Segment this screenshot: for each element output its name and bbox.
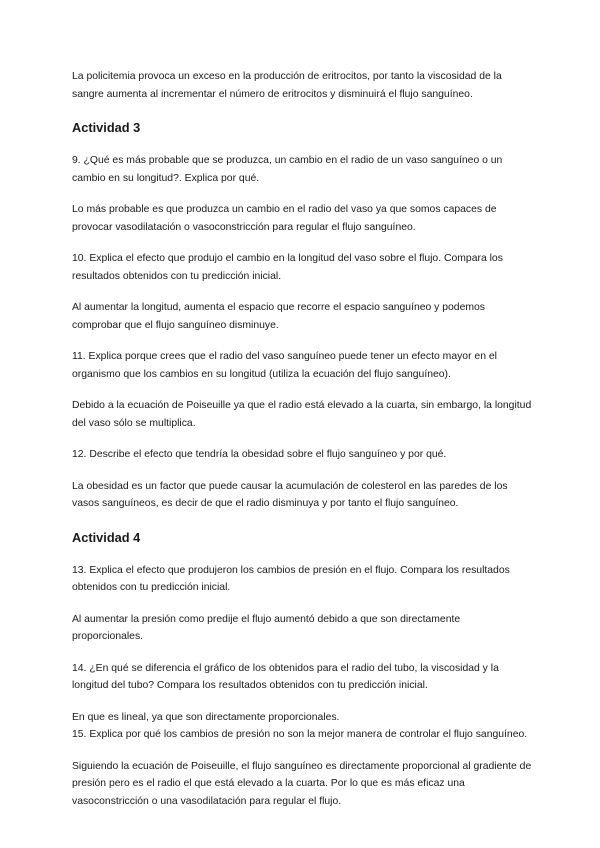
activity-4-heading: Actividad 4	[72, 529, 141, 545]
answer-14: En que es lineal, ya que son directamente proporcionales.	[72, 711, 340, 723]
answer-12: La obesidad es un factor que puede causar la acumulación de colesterol en las paredes de los vasos sanguíneos, es decir de que el radio disminuya y por tanto el flujo sanguíneo.	[72, 480, 508, 509]
answer-10: Al aumentar la longitud, aumenta el espacio que recorre el espacio sanguíneo y podemos comprobar que el flujo sanguíneo disminuye.	[72, 302, 485, 331]
answer-11: Debido a la ecuación de Poiseuille ya que el radio está elevado a la cuarta, sin embargo, la longitud del vaso sólo se multiplica.	[72, 400, 532, 429]
question-14: 14. ¿En qué se diferencia el gráfico de los obtenidos para el radio del tubo, la viscosidad y la longitud del tubo? Compara los resultados obtenidos con tu predicción inicial.	[72, 662, 499, 691]
answer-15: Siguiendo la ecuación de Poiseuille, el flujo sanguíneo es directamente proporcional al gradiente de presión pero es el radio el que está elevado a la cuarta. Por lo que es más eficaz una vasoconstricción o una vasodilatación para regular el flujo.	[72, 760, 532, 807]
question-11: 11. Explica porque crees que el radio del vaso sanguíneo puede tener un efecto mayor en el organismo que los cambios en su longitud (utiliza la ecuación del flujo sanguíneo).	[72, 351, 497, 380]
question-10: 10. Explica el efecto que produjo el cambio en la longitud del vaso sobre el flujo. Compara los resultados obtenidos con tu predicción inicial.	[72, 253, 503, 282]
document-page	[72, 68, 532, 810]
answer-9: Lo más probable es que produzca un cambio en el radio del vaso ya que somos capaces de provocar vasodilatación o vasoconstricción para regular el flujo sanguíneo.	[72, 204, 497, 233]
intro-paragraph: La policitemia provoca un exceso en la producción de eritrocitos, por tanto la viscosidad de la sangre aumenta al incrementar el número de eritrocitos y disminuirá el flujo sanguíneo.	[72, 71, 502, 100]
question-12: 12. Describe el efecto que tendría la obesidad sobre el flujo sanguíneo y por qué.	[72, 449, 447, 460]
question-13: 13. Explica el efecto que produjeron los cambios de presión en el flujo. Compara los resultados obtenidos con tu predicción inicial.	[72, 564, 510, 593]
activity-3-heading: Actividad 3	[72, 120, 141, 135]
answer-13: Al aumentar la presión como predije el flujo aumentó debido a que son directamente proporcionales.	[72, 613, 461, 642]
question-9: 9. ¿Qué es más probable que se produzca, un cambio en el radio de un vaso sanguíneo o un cambio en su longitud?. Explica por qué.	[72, 155, 503, 184]
question-15: 15. Explica por qué los cambios de presión no son la mejor manera de controlar el flujo sanguíneo.	[72, 729, 528, 740]
